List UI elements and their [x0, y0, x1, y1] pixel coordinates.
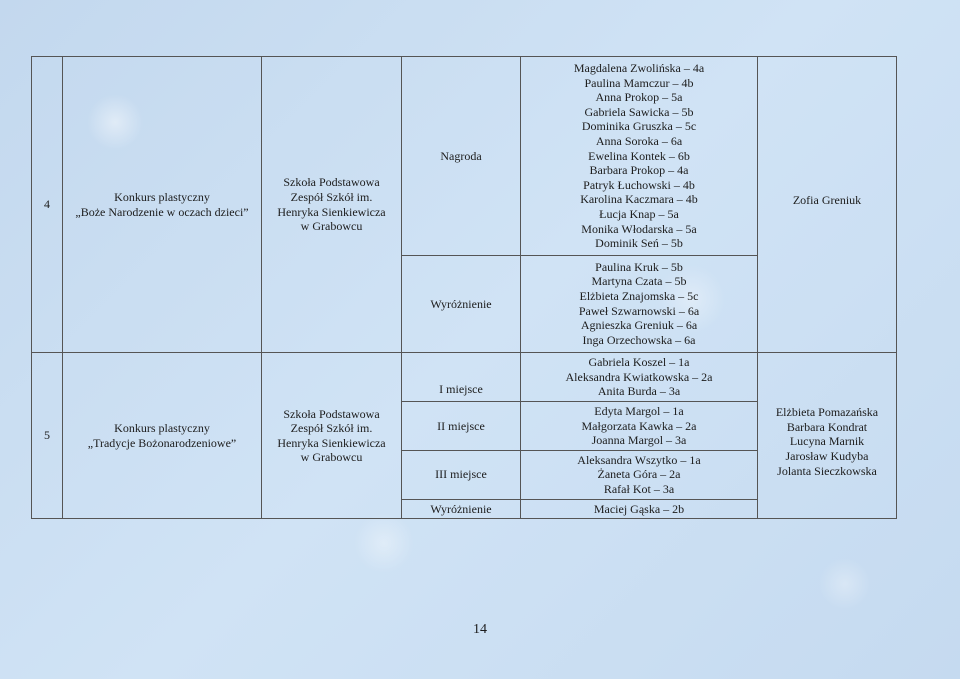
student-entry: Ewelina Kontek – 6b — [588, 148, 690, 163]
school-cell — [262, 57, 402, 353]
student-entry: Żaneta Góra – 2a — [597, 467, 681, 482]
teacher-name: Jolanta Sieczkowska — [777, 463, 877, 478]
students-cell — [521, 499, 758, 519]
school-line: Zespół Szkół im. — [290, 190, 373, 205]
student-entry: Aleksandra Kwiatkowska – 2a — [565, 369, 713, 384]
student-entry: Karolina Kaczmara – 4b — [580, 192, 698, 207]
award-label-cell — [402, 402, 521, 451]
row-number-cell — [32, 57, 63, 353]
student-entry: Edyta Margol – 1a — [594, 404, 684, 419]
teacher-name: Lucyna Marnik — [789, 434, 865, 449]
award-label: Wyróżnienie — [430, 501, 492, 516]
student-entry: Dominika Gruszka – 5c — [581, 119, 697, 134]
school-line: w Grabowcu — [300, 219, 363, 234]
contest-title: „Tradycje Bożonarodzeniowe” — [87, 435, 237, 450]
students-cell — [521, 353, 758, 402]
student-entry: Małgorzata Kawka – 2a — [581, 418, 697, 433]
students-cell — [521, 255, 758, 353]
award-label-cell — [402, 353, 521, 402]
award-label-cell — [402, 255, 521, 353]
row-number-cell — [32, 353, 63, 519]
page-number: 14 — [473, 622, 487, 637]
contest-cell — [63, 353, 262, 519]
table-row — [32, 353, 897, 402]
teacher-cell — [758, 353, 897, 519]
teacher-name: Jarosław Kudyba — [785, 449, 869, 464]
award-label: Wyróżnienie — [430, 296, 492, 311]
student-entry: Gabriela Koszel – 1a — [588, 355, 690, 370]
school-line: w Grabowcu — [300, 450, 363, 465]
student-entry: Magdalena Zwolińska – 4a — [573, 61, 705, 75]
student-entry: Paweł Szwarnowski – 6a — [578, 303, 700, 318]
contest-line: Konkurs plastyczny — [114, 421, 210, 436]
student-entry: Gabriela Sawicka – 5b — [584, 104, 694, 119]
student-entry: Anna Prokop – 5a — [595, 90, 683, 105]
table-row — [32, 57, 897, 256]
row-number: 4 — [44, 197, 50, 212]
student-entry: Paulina Kruk – 5b — [595, 259, 683, 274]
award-label: III miejsce — [435, 467, 487, 482]
contest-cell — [63, 57, 262, 353]
student-entry: Agnieszka Greniuk – 6a — [580, 318, 698, 333]
student-entry: Joanna Margol – 3a — [591, 433, 687, 448]
teacher-name: Zofia Greniuk — [792, 193, 862, 207]
school-line: Henryka Sienkiewicza — [277, 435, 386, 450]
contest-title: „Boże Narodzenie w oczach dzieci” — [75, 204, 249, 219]
student-entry: Anna Soroka – 6a — [595, 133, 683, 148]
awards-table — [31, 56, 897, 519]
student-entry: Paulina Mamczur – 4b — [584, 75, 694, 90]
award-label-cell — [402, 499, 521, 519]
award-label: Nagroda — [440, 148, 482, 163]
student-entry: Monika Włodarska – 5a — [581, 221, 697, 236]
students-cell — [521, 450, 758, 499]
award-label: II miejsce — [437, 418, 485, 433]
student-entry: Barbara Prokop – 4a — [589, 163, 689, 178]
student-entry: Elżbieta Znajomska – 5c — [579, 288, 699, 303]
teacher-name: Elżbieta Pomazańska — [775, 405, 879, 420]
student-entry: Dominik Seń – 5b — [595, 236, 683, 251]
award-label-cell — [402, 450, 521, 499]
student-entry: Aleksandra Wszytko – 1a — [577, 452, 701, 467]
row-number: 5 — [44, 428, 50, 443]
student-entry: Rafał Kot – 3a — [603, 482, 675, 497]
contest-line: Konkurs plastyczny — [114, 190, 210, 205]
school-line: Szkoła Podstawowa — [283, 175, 380, 190]
school-line: Szkoła Podstawowa — [283, 406, 380, 421]
students-cell — [521, 402, 758, 451]
student-entry: Maciej Gąska – 2b — [593, 501, 685, 516]
school-line: Zespół Szkół im. — [290, 421, 373, 436]
school-line: Henryka Sienkiewicza — [277, 204, 386, 219]
teacher-name: Barbara Kondrat — [786, 419, 868, 434]
student-entry: Martyna Czata – 5b — [591, 274, 687, 289]
teacher-cell — [758, 57, 897, 353]
award-label-cell — [402, 57, 521, 256]
student-entry: Anita Burda – 3a — [597, 384, 681, 399]
student-entry: Inga Orzechowska – 6a — [582, 332, 696, 347]
school-cell — [262, 353, 402, 519]
students-cell — [521, 57, 758, 256]
student-entry: Patryk Łuchowski – 4b — [583, 177, 695, 192]
award-label: I miejsce — [439, 382, 483, 397]
student-entry: Łucja Knap – 5a — [599, 206, 679, 221]
